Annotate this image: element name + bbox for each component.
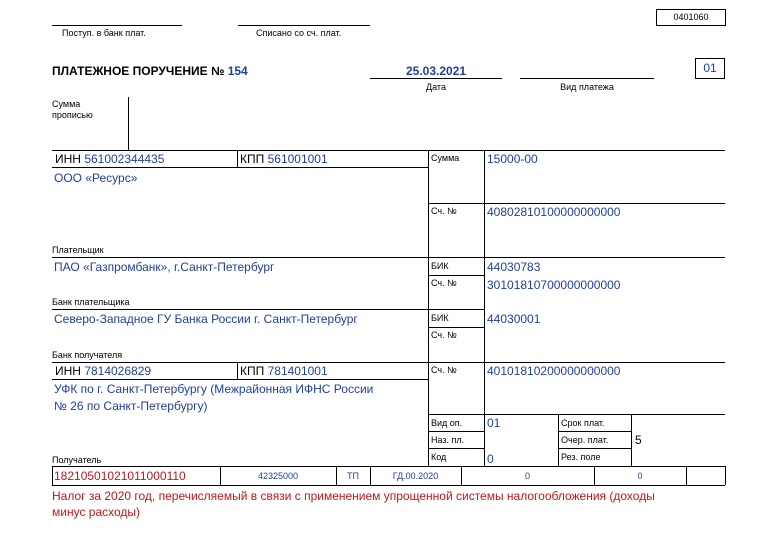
purpose-code-label: Наз. пл. xyxy=(431,435,465,445)
grid-line xyxy=(428,203,725,204)
payer-account-value: 40802810100000000000 xyxy=(487,205,621,219)
grid-line xyxy=(558,448,631,449)
payer-bank-label: Банк плательщика xyxy=(52,297,130,307)
grid-line xyxy=(725,466,726,485)
payee-name-line1: УФК по г. Санкт-Петербургу (Межрайонная ИФНС России xyxy=(54,382,374,396)
payee-bank-account-label: Сч. № xyxy=(431,330,457,340)
payer-inn-value: 561002344435 xyxy=(84,152,165,166)
grid-line xyxy=(428,414,725,415)
payer-bank-account-label: Сч. № xyxy=(431,278,457,288)
reserve-label: Рез. поле xyxy=(561,452,601,462)
order-label: Очер. плат. xyxy=(561,435,609,445)
grid-line xyxy=(52,309,484,310)
sum-label: Сумма xyxy=(431,153,460,163)
payer-inn-label: ИНН xyxy=(55,152,81,166)
payee-kpp-label: КПП xyxy=(240,364,265,378)
grid-line xyxy=(52,257,725,258)
op-type-value: 01 xyxy=(487,416,501,430)
debited-date-line xyxy=(238,25,370,26)
payee-bank-name: Северо-Западное ГУ Банка России г. Санкт-Петербург xyxy=(54,312,358,326)
code-value: 0 xyxy=(487,452,494,466)
grid-line xyxy=(52,466,53,485)
sum-value: 15000-00 xyxy=(487,152,538,166)
document-number: 154 xyxy=(227,64,248,78)
status-code-box: 01 xyxy=(695,58,725,79)
payee-inn-value: 7814026829 xyxy=(84,364,152,378)
payer-kpp-label: КПП xyxy=(240,152,265,166)
payee-kpp-value: 781401001 xyxy=(267,364,328,378)
payer-kpp-value: 561001001 xyxy=(267,152,328,166)
debited-label: Списано со сч. плат. xyxy=(256,28,342,38)
payee-account-label: Сч. № xyxy=(431,365,457,375)
payment-type-label: Вид платежа xyxy=(560,82,614,92)
grid-line xyxy=(52,150,725,151)
code-label: Код xyxy=(431,452,447,462)
payee-bank-label: Банк получателя xyxy=(52,350,123,360)
grid-line xyxy=(484,150,485,466)
payer-name: ООО «Ресурс» xyxy=(54,171,138,185)
amount-words-label: Сумма прописью xyxy=(52,99,93,120)
payee-inn xyxy=(55,364,151,378)
doc-number-value: 0 xyxy=(524,471,530,481)
title-text: ПЛАТЕЖНОЕ ПОРУЧЕНИЕ № xyxy=(52,64,225,78)
order-value: 5 xyxy=(635,433,642,447)
date-line xyxy=(370,78,502,79)
period-value: ГД.00.2020 xyxy=(392,471,439,481)
grid-line xyxy=(686,466,687,485)
grid-line xyxy=(558,431,631,432)
grid-line xyxy=(52,167,429,168)
purpose-text-line2: минус расходы) xyxy=(52,505,141,519)
payer-bank-bik-value: 44030783 xyxy=(487,260,541,274)
payer-bank-bik-label: БИК xyxy=(431,261,449,271)
doc-date-value: 0 xyxy=(637,471,643,481)
amount-words-divider xyxy=(128,97,129,151)
grid-line xyxy=(428,448,484,449)
document-title xyxy=(52,64,248,78)
grid-line xyxy=(52,379,429,380)
payee-inn-label: ИНН xyxy=(55,364,81,378)
basis-value: ТП xyxy=(347,471,359,481)
payer-label: Плательщик xyxy=(52,245,104,255)
payer-inn xyxy=(55,152,164,166)
date-label: Дата xyxy=(426,82,446,92)
grid-line xyxy=(237,150,238,167)
purpose-text-line1: Налог за 2020 год, перечисляемый в связи с применением упрощенной системы налогообложения (доходы xyxy=(52,489,655,503)
payee-bank-bik-value: 44030001 xyxy=(487,312,541,326)
payment-type-line xyxy=(520,78,654,79)
payee-account-value: 40101810200000000000 xyxy=(487,364,621,378)
grid-line xyxy=(428,275,484,276)
form-code-box: 0401060 xyxy=(656,9,726,26)
payee-name-line2: № 26 по Санкт-Петербургу) xyxy=(54,399,208,413)
grid-line xyxy=(428,327,484,328)
grid-line xyxy=(631,414,632,466)
term-label: Срок плат. xyxy=(561,418,605,428)
grid-line xyxy=(237,362,238,379)
payer-bank-account-value: 30101810700000000000 xyxy=(487,278,621,292)
grid-line xyxy=(558,414,559,466)
grid-line xyxy=(428,150,429,466)
payer-bank-name: ПАО «Газпромбанк», г.Санкт-Петербург xyxy=(54,260,275,274)
kbk-value: 18210501021011000110 xyxy=(54,469,186,483)
document-date: 25.03.2021 xyxy=(405,64,467,78)
payee-kpp xyxy=(240,364,328,378)
grid-line xyxy=(52,485,725,486)
grid-line xyxy=(52,466,725,467)
payer-account-label: Сч. № xyxy=(431,206,457,216)
payee-bank-bik-label: БИК xyxy=(431,313,449,323)
grid-line xyxy=(428,431,484,432)
payer-kpp xyxy=(240,152,328,166)
received-date-line xyxy=(52,25,182,26)
op-type-label: Вид оп. xyxy=(431,418,463,428)
grid-line xyxy=(52,362,725,363)
received-label: Поступ. в банк плат. xyxy=(62,28,146,38)
payee-label: Получатель xyxy=(52,455,102,465)
oktmo-value: 42325000 xyxy=(257,471,299,481)
